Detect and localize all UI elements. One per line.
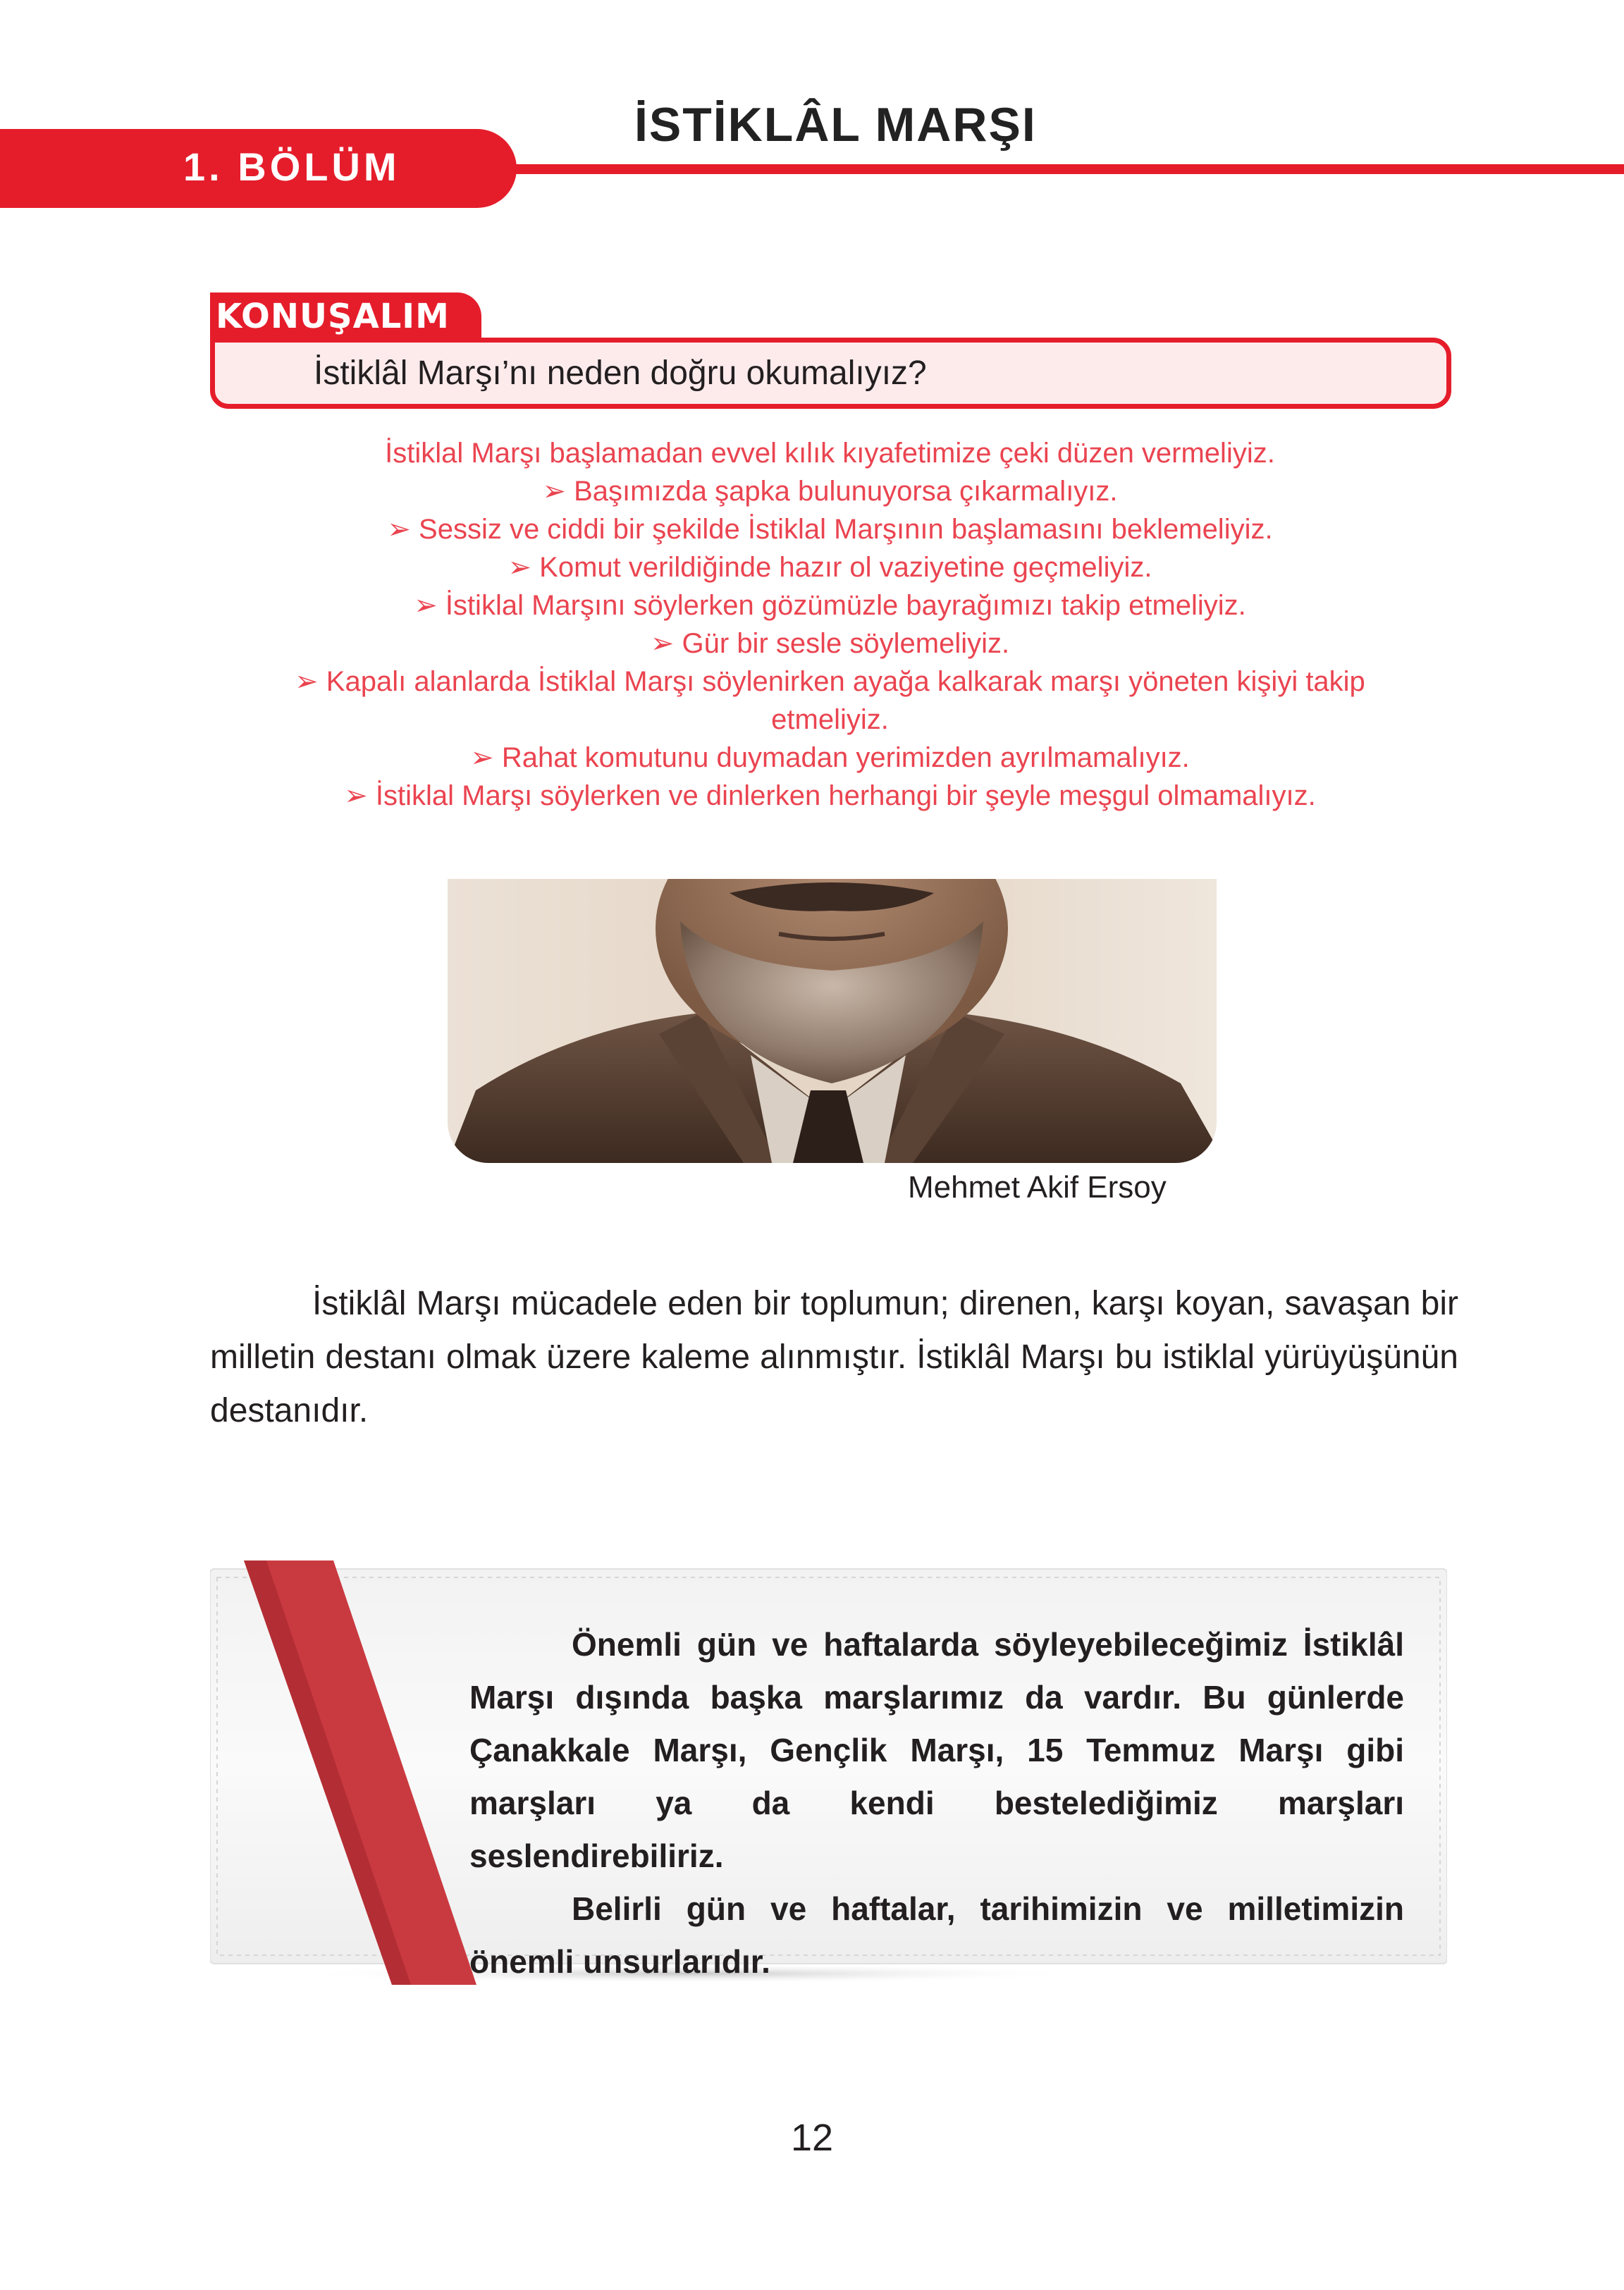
photo-caption: Mehmet Akif Ersoy — [908, 1170, 1167, 1205]
question-text: İstiklâl Marşı’nı neden doğru okumalıyız? — [314, 355, 927, 392]
body-paragraph: İstiklâl Marşı mücadele eden bir toplumun; direnen, karşı koyan, savaşan bir milletin destanı olmak üzere kaleme alınmıştır. İstiklâl Marşı bu istiklal yürüyüşünün destanıdır. — [210, 1285, 1458, 1429]
answer-line: İstiklal Marşı başlamadan evvel kılık kıyafetimize çeki düzen vermeliyiz. — [385, 438, 1275, 469]
portrait-photo — [448, 879, 1217, 1163]
portrait-illustration — [448, 879, 1217, 1163]
page-number: 12 — [790, 2117, 834, 2159]
answer-line: ➢ Gür bir sesle söylemeliyiz. — [650, 628, 1010, 659]
answer-line: ➢ Başımızda şapka bulunuyorsa çıkarmalıyız. — [542, 476, 1118, 507]
page-title: İSTİKLÂL MARŞI — [634, 98, 1037, 152]
answer-line: ➢ İstiklal Marşını söylerken gözümüzle bayrağımızı takip etmeliyiz. — [414, 590, 1246, 621]
info-paragraph: Belirli gün ve haftalar, tarihimizin ve milletimizin önemli unsurlarıdır. — [469, 1890, 1404, 1980]
info-card-text — [469, 1618, 1404, 1988]
answer-line: ➢ Sessiz ve ciddi bir şekilde İstiklal Marşının başlamasını beklemeliyiz. — [387, 514, 1273, 545]
chapter-label: 1. BÖLÜM — [183, 144, 400, 189]
answer-line: ➢ Komut verildiğinde hazır ol vaziyetine geçmeliyiz. — [508, 552, 1152, 583]
info-paragraph: Önemli gün ve haftalarda söyleyebileceğimiz İstiklâl Marşı dışında başka marşlarımız da vardır. Bu günlerde Çanakkale Marşı, Gençlik Marşı, 15 Temmuz Marşı gibi marşları ya da kendi bestelediğimiz marşları seslendirebiliriz. — [469, 1626, 1404, 1874]
answer-line: ➢ Rahat komutunu duymadan yerimizden ayrılmamalıyız. — [470, 742, 1190, 773]
answer-line: ➢ Kapalı alanlarda İstiklal Marşı söylenirken ayağa kalkarak marşı yöneten kişiyi takip — [295, 666, 1365, 697]
header-rule — [423, 164, 1624, 174]
answer-list — [211, 434, 1448, 815]
answer-line: etmeliyiz. — [771, 704, 889, 735]
answer-line: ➢ İstiklal Marşı söylerken ve dinlerken herhangi bir şeyle meşgul olmamalıyız. — [344, 780, 1316, 811]
konusalim-label: KONUŞALIM — [216, 297, 450, 336]
